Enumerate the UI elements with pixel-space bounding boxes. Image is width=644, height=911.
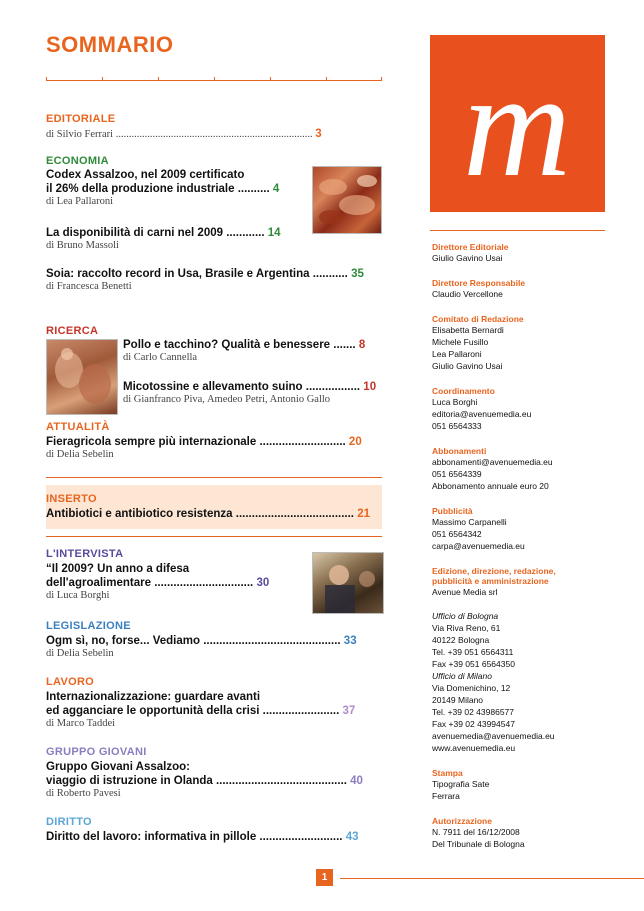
comitato-member: Elisabetta Bernardi	[432, 325, 504, 335]
abbonamenti-email[interactable]: abbonamenti@avenuemedia.eu	[432, 457, 553, 467]
comitato-member: Lea Pallaroni	[432, 349, 482, 359]
page-number: 14	[267, 227, 281, 239]
coordinamento-phone: 051 6564333	[432, 421, 482, 431]
toc-entry-carni[interactable]	[46, 226, 281, 251]
article-title-line1: Codex Assalzoo, nel 2009 certificato	[46, 169, 245, 181]
value-direttore-editoriale: Giulio Gavino Usai	[432, 253, 503, 263]
article-title-line2: il 26% della produzione industriale ..........	[46, 183, 273, 195]
article-title: Antibiotici e antibiotico resistenza .....................................	[46, 508, 358, 520]
author: di Bruno Massoli	[46, 240, 119, 251]
section-attualita: ATTUALITÀ	[46, 421, 110, 433]
toc-entry-ogm[interactable]	[46, 634, 357, 659]
autorizzazione-number: N. 7911 del 16/12/2008	[432, 827, 520, 837]
label-comitato: Comitato di Redazione	[432, 314, 524, 324]
article-title-line1: Internazionalizzazione: guardare avanti	[46, 691, 261, 703]
bologna-city: 40122 Bologna	[432, 635, 490, 645]
abbonamenti-phone: 051 6564339	[432, 469, 482, 479]
label-edizione-1: Edizione, direzione, redazione,	[432, 566, 556, 576]
pubblicita-email[interactable]: carpa@avenuemedia.eu	[432, 541, 525, 551]
toc-entry-diritto[interactable]	[46, 830, 358, 844]
milano-tel: Tel. +39 02 43986577	[432, 707, 515, 717]
author: di Delia Sebelin	[46, 648, 114, 659]
section-inserto: INSERTO	[46, 493, 97, 505]
article-title-line2: ed agganciare le opportunità della crisi ........................	[46, 705, 343, 717]
article-title-line2: viaggio di istruzione in Olanda .........................................	[46, 775, 351, 787]
interview-photo	[312, 552, 384, 614]
toc-entry-giovani[interactable]	[46, 760, 363, 799]
section-lavoro: LAVORO	[46, 676, 95, 688]
author: di Delia Sebelin	[46, 449, 114, 460]
page-number: 30	[256, 577, 270, 589]
page-number: 20	[348, 436, 362, 448]
label-abbonamenti: Abbonamenti	[432, 446, 487, 456]
page-number: 43	[345, 831, 359, 843]
stampa-name: Tipografia Sate	[432, 779, 490, 789]
milano-website[interactable]: www.avenuemedia.eu	[432, 743, 516, 753]
autorizzazione-tribunale: Del Tribunale di Bologna	[432, 839, 525, 849]
toc-entry-fieragricola[interactable]	[46, 435, 362, 460]
masthead	[432, 242, 556, 850]
divider	[46, 477, 382, 478]
page-number: 40	[350, 775, 363, 787]
toc-entry-internazionalizzazione[interactable]	[46, 690, 355, 729]
masthead-rule	[430, 230, 605, 231]
milano-city: 20149 Milano	[432, 695, 484, 705]
page-number: 10	[363, 381, 377, 393]
coordinamento-name: Luca Borghi	[432, 397, 478, 407]
title-rule	[46, 80, 382, 81]
label-edizione-2: pubblicità e amministrazione	[432, 576, 549, 586]
article-title-line2: dell'agroalimentare ...............................	[46, 577, 257, 589]
article-title-line1: “Il 2009? Un anno a difesa	[46, 563, 190, 575]
section-legislazione: LEGISLAZIONE	[46, 620, 131, 632]
article-title-line1: Gruppo Giovani Assalzoo:	[46, 761, 190, 773]
label-direttore-responsabile: Direttore Responsabile	[432, 278, 526, 288]
section-diritto: DIRITTO	[46, 816, 92, 828]
author: di Lea Pallaroni	[46, 196, 114, 207]
page-title: SOMMARIO	[46, 32, 174, 57]
article-title: Pollo e tacchino? Qualità e benessere .......	[123, 339, 359, 351]
label-pubblicita: Pubblicità	[432, 506, 473, 516]
label-coordinamento: Coordinamento	[432, 386, 495, 396]
article-title: Ogm sì, no, forse... Vediamo ...........................................	[46, 635, 344, 647]
toc-entry-pollo[interactable]	[123, 338, 365, 363]
article-title: Micotossine e allevamento suino .................	[123, 381, 364, 393]
milano-email[interactable]: avenuemedia@avenuemedia.eu	[432, 731, 555, 741]
section-gruppo-giovani: GRUPPO GIOVANI	[46, 746, 147, 758]
page-number: 37	[342, 705, 356, 717]
label-direttore-editoriale: Direttore Editoriale	[432, 242, 509, 252]
page-number: 33	[343, 635, 357, 647]
page-number-badge: 1	[316, 869, 333, 886]
toc-entry-editoriale[interactable]	[46, 128, 322, 140]
coordinamento-email[interactable]: editoria@avenuemedia.eu	[432, 409, 532, 419]
author: di Francesca Benetti	[46, 281, 132, 292]
milano-fax: Fax +39 02 43994547	[432, 719, 515, 729]
page-number: 35	[351, 268, 364, 280]
article-title: Fieragricola sempre più internazionale ...........................	[46, 436, 349, 448]
meat-photo	[312, 166, 382, 234]
label-stampa: Stampa	[432, 768, 463, 778]
dot-leader: ...........................................................................	[115, 129, 313, 140]
ufficio-milano: Ufficio di Milano	[432, 671, 492, 681]
value-direttore-responsabile: Claudio Vercellone	[432, 289, 503, 299]
section-editoriale: EDITORIALE	[46, 113, 116, 125]
author: di Marco Taddei	[46, 718, 116, 729]
article-title: Soia: raccolto record in Usa, Brasile e Argentina ...........	[46, 268, 352, 280]
bologna-tel: Tel. +39 051 6564311	[432, 647, 514, 657]
page-number: 21	[357, 508, 370, 520]
footer-rule	[340, 878, 644, 879]
poultry-photo	[46, 339, 118, 415]
article-title: Diritto del lavoro: informativa in pillole ..........................	[46, 831, 346, 843]
pubblicita-name: Massimo Carpanelli	[432, 517, 507, 527]
abbonamenti-price: Abbonamento annuale euro 20	[432, 481, 549, 491]
page-number: 3	[315, 128, 322, 140]
comitato-member: Michele Fusillo	[432, 337, 489, 347]
page-number: 4	[272, 183, 280, 195]
label-autorizzazione: Autorizzazione	[432, 816, 492, 826]
author: di Gianfranco Piva, Amedeo Petri, Antonio Gallo	[123, 394, 331, 405]
value-edizione: Avenue Media srl	[432, 587, 498, 597]
author: di Silvio Ferrari	[46, 129, 116, 140]
section-ricerca: RICERCA	[46, 325, 99, 337]
comitato-member: Giulio Gavino Usai	[432, 361, 503, 371]
author: di Luca Borghi	[46, 590, 110, 601]
toc-entry-intervista[interactable]	[46, 562, 269, 601]
author: di Carlo Cannella	[123, 352, 198, 363]
ufficio-bologna: Ufficio di Bologna	[432, 611, 499, 621]
article-title: La disponibilità di carni nel 2009 ............	[46, 227, 268, 239]
toc-entry-soia[interactable]	[46, 267, 364, 292]
divider	[46, 536, 382, 537]
toc-entry-micotossine[interactable]	[123, 380, 376, 405]
bologna-address: Via Riva Reno, 61	[432, 623, 501, 633]
bologna-fax: Fax +39 051 6564350	[432, 659, 515, 669]
logo-letter: m	[462, 42, 572, 208]
toc-entry-codex[interactable]	[46, 168, 279, 207]
section-economia: ECONOMIA	[46, 155, 109, 167]
pubblicita-phone: 051 6564342	[432, 529, 482, 539]
magazine-logo	[430, 35, 605, 212]
author: di Roberto Pavesi	[46, 788, 121, 799]
milano-address: Via Domenichino, 12	[432, 683, 511, 693]
toc-entry-antibiotici[interactable]	[46, 507, 370, 521]
section-intervista: L'INTERVISTA	[46, 548, 124, 560]
stampa-city: Ferrara	[432, 791, 460, 801]
page-number: 8	[358, 339, 366, 351]
